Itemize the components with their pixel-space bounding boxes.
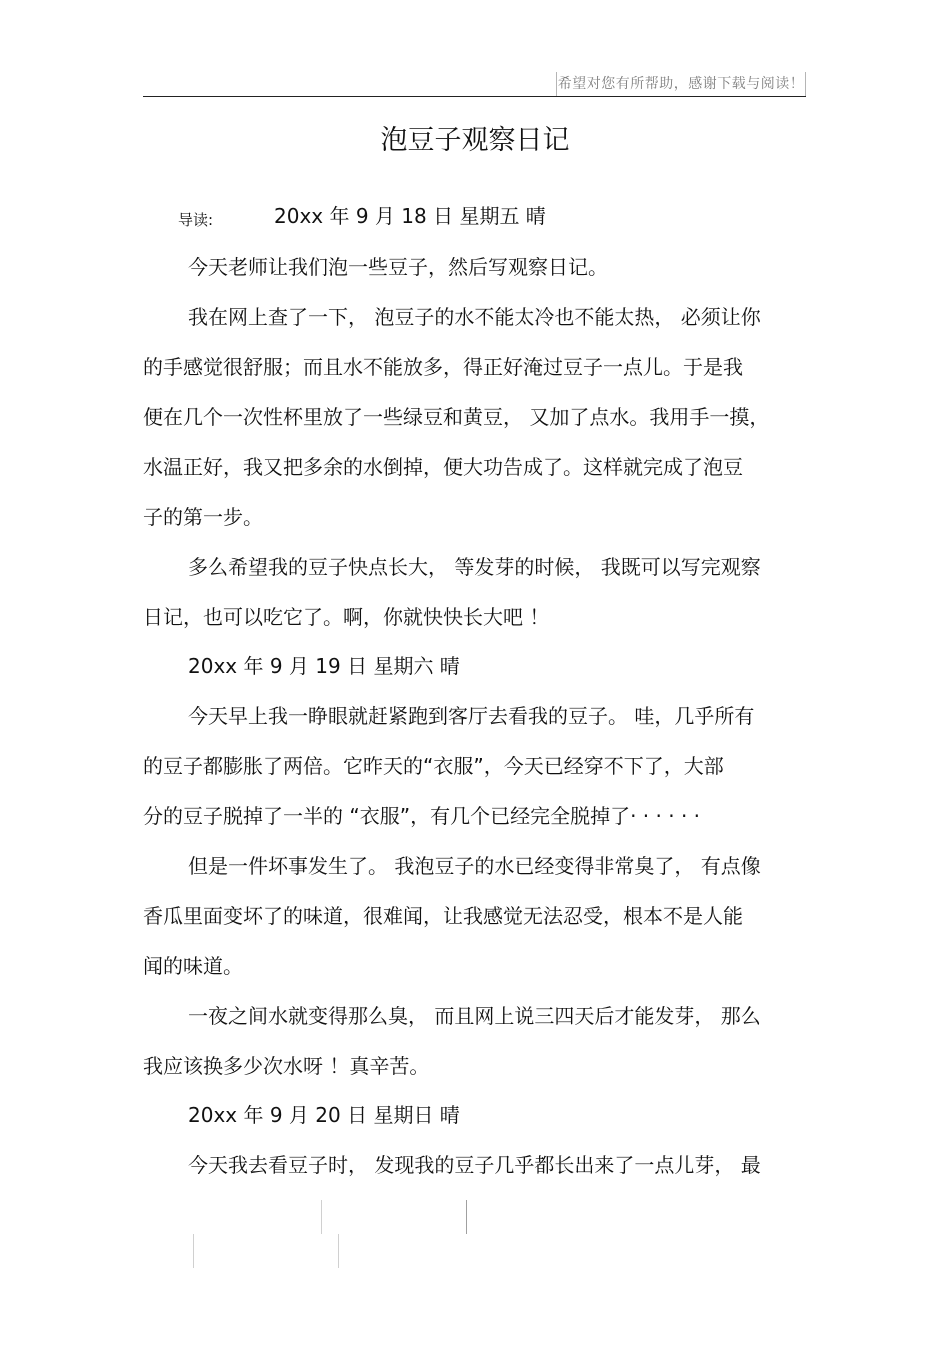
paragraph-line: 一夜之间水就变得那么臭， 而且网上说三四天后才能发芽， 那么 — [188, 1004, 761, 1028]
paragraph-line: 但是一件坏事发生了。 我泡豆子的水已经变得非常臭了， 有点像 — [188, 854, 761, 878]
paragraph-line: 的手感觉很舒服；而且水不能放多，得正好淹过豆子一点儿。于是我 — [143, 355, 743, 379]
paragraph-line: 子的第一步。 — [143, 505, 263, 529]
paragraph-line: 闻的味道。 — [143, 954, 243, 978]
page-title: 泡豆子观察日记 — [380, 125, 570, 156]
paragraph-line: 今天老师让我们泡一些豆子，然后写观察日记。 — [188, 255, 608, 279]
guide-label: 导读: — [178, 211, 214, 229]
paragraph-line: 分的豆子脱掉了一半的 “衣服”，有几个已经完全脱掉了· · · · · · — [143, 804, 701, 828]
paragraph-line: 我在网上查了一下， 泡豆子的水不能太冷也不能太热， 必须让你 — [188, 305, 761, 329]
date-line: 20xx 年 9 月 18 日 星期五 晴 — [274, 204, 546, 228]
paragraph-line: 今天早上我一睁眼就赶紧跑到客厅去看我的豆子。 哇，几乎所有 — [188, 704, 755, 728]
paragraph-line: 日记，也可以吃它了。啊，你就快快长大吧 ！ — [143, 605, 550, 629]
paragraph-line: 便在几个一次性杯里放了一些绿豆和黄豆， 又加了点水。我用手一摸， — [143, 405, 770, 429]
paragraph-line: 香瓜里面变坏了的味道，很难闻，让我感觉无法忍受，根本不是人能 — [143, 904, 743, 928]
paragraph-line: 水温正好，我又把多余的水倒掉，便大功告成了。这样就完成了泡豆 — [143, 455, 743, 479]
paragraph-line: 的豆子都膨胀了两倍。它昨天的“衣服”，今天已经穿不下了，大部 — [143, 754, 724, 778]
scan-artifact-line — [193, 1234, 194, 1268]
paragraph-line: 我应该换多少次水呀 ！真辛苦。 — [143, 1054, 430, 1078]
scan-artifact-line — [321, 1200, 322, 1234]
header-rule — [143, 96, 806, 97]
paragraph-line: 今天我去看豆子时， 发现我的豆子几乎都长出来了一点儿芽， 最 — [188, 1153, 761, 1177]
date-line: 20xx 年 9 月 20 日 星期日 晴 — [188, 1103, 460, 1127]
scan-artifact-line — [466, 1200, 467, 1234]
date-line: 20xx 年 9 月 19 日 星期六 晴 — [188, 654, 460, 678]
scan-artifact-line — [338, 1234, 339, 1268]
paragraph-line: 多么希望我的豆子快点长大， 等发芽的时候， 我既可以写完观察 — [188, 555, 761, 579]
header-note: 希望对您有所帮助，感谢下载与阅读！ — [556, 72, 806, 96]
